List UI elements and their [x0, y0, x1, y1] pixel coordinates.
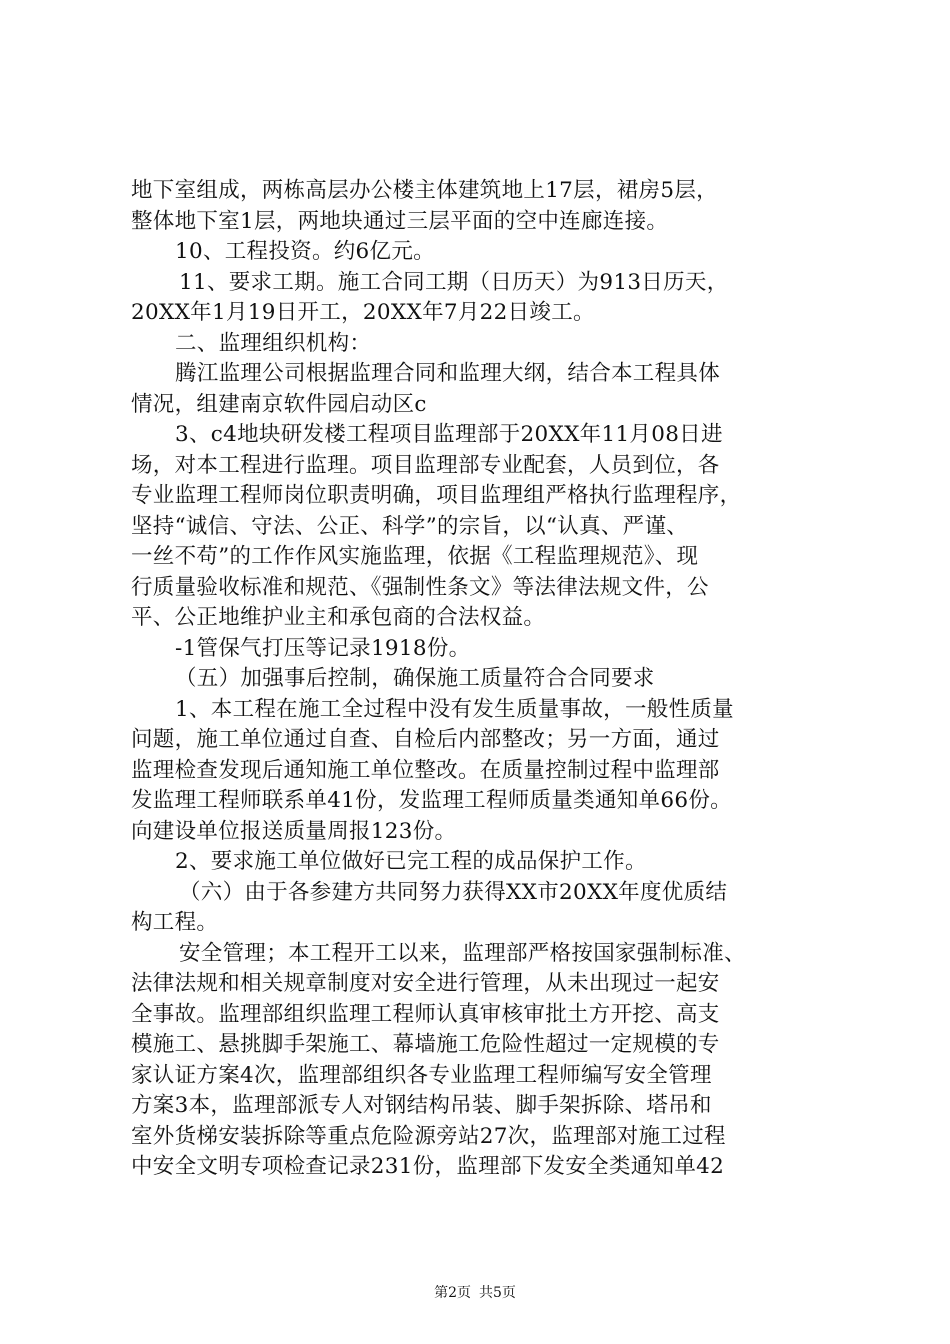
text-line: 法律法规和相关规章制度对安全进行管理，从未出现过一起安 [131, 971, 720, 996]
text-line: 构工程。 [131, 910, 219, 935]
text-line: 2、要求施工单位做好已完工程的成品保护工作。 [175, 849, 647, 874]
text-line: 家认证方案4次，监理部组织各专业监理工程师编写安全管理 [131, 1062, 712, 1088]
text-line: 行质量验收标准和规范、《强制性条文》等法律法规文件，公 [131, 574, 709, 600]
text-line: 室外货梯安装拆除等重点危险源旁站27次，监理部对施工过程 [131, 1123, 726, 1149]
page-number: 第2页 [434, 1285, 471, 1301]
text-line: 中安全文明专项检查记录231份，监理部下发安全类通知单42 [131, 1154, 725, 1179]
text-line: 坚持“诚信、守法、公正、科学”的宗旨，以“认真、严谨、 [131, 513, 689, 539]
text-line: 10、工程投资。约6亿元。 [175, 239, 435, 264]
text-line: 整体地下室1层，两地块通过三层平面的空中连廊连接。 [131, 208, 669, 234]
text-line: （六）由于各参建方共同努力获得XX市20XX年度优质结 [179, 879, 728, 905]
text-line: 情况，组建南京软件园启动区c [131, 391, 427, 417]
text-line: 11、要求工期。施工合同工期（日历天）为913日历天， [179, 269, 729, 295]
text-line: 地下室组成，两栋高层办公楼主体建筑地上17层，裙房5层， [131, 178, 718, 203]
text-line: 发监理工程师联系单41份，发监理工程师质量类通知单66份。 [131, 788, 732, 813]
text-line: -1管保气打压等记录1918份。 [175, 635, 471, 661]
text-line: 一丝不苟”的工作作风实施监理，依据《工程监理规范》、现 [131, 544, 699, 569]
text-line: 1、本工程在施工全过程中没有发生质量事故，一般性质量 [175, 696, 734, 722]
text-line: 20XX年1月19日开工，20XX年7月22日竣工。 [131, 300, 595, 325]
text-line: 问题，施工单位通过自查、自检后内部整改；另一方面，通过 [131, 727, 720, 752]
text-line: 平、公正地维护业主和承包商的合法权益。 [131, 605, 546, 630]
text-line: 3、c4地块研发楼工程项目监理部于20XX年11月08日进 [175, 422, 723, 447]
text-line: 二、监理组织机构： [175, 330, 372, 356]
text-line: 监理检查发现后通知施工单位整改。在质量控制过程中监理部 [131, 757, 720, 783]
text-line: 场，对本工程进行监理。项目监理部专业配套，人员到位，各 [131, 452, 720, 478]
page-footer [0, 1283, 950, 1303]
text-line: 专业监理工程师岗位职责明确，项目监理组严格执行监理程序， [131, 483, 742, 508]
text-line: 方案3本，监理部派专人对钢结构吊装、脚手架拆除、塔吊和 [131, 1093, 712, 1118]
text-line: （五）加强事后控制，确保施工质量符合合同要求 [175, 666, 655, 691]
text-line: 全事故。监理部组织监理工程师认真审核审批土方开挖、高支 [131, 1001, 720, 1027]
text-line: 安全管理；本工程开工以来，监理部严格按国家强制标准、 [179, 940, 746, 966]
text-line: 模施工、悬挑脚手架施工、幕墙施工危险性超过一定规模的专 [131, 1032, 720, 1057]
text-line: 腾江监理公司根据监理合同和监理大纲，结合本工程具体 [175, 361, 721, 386]
body-text [131, 176, 841, 1183]
page-total: 共5页 [479, 1285, 516, 1301]
text-line: 向建设单位报送质量周报123份。 [131, 818, 457, 844]
